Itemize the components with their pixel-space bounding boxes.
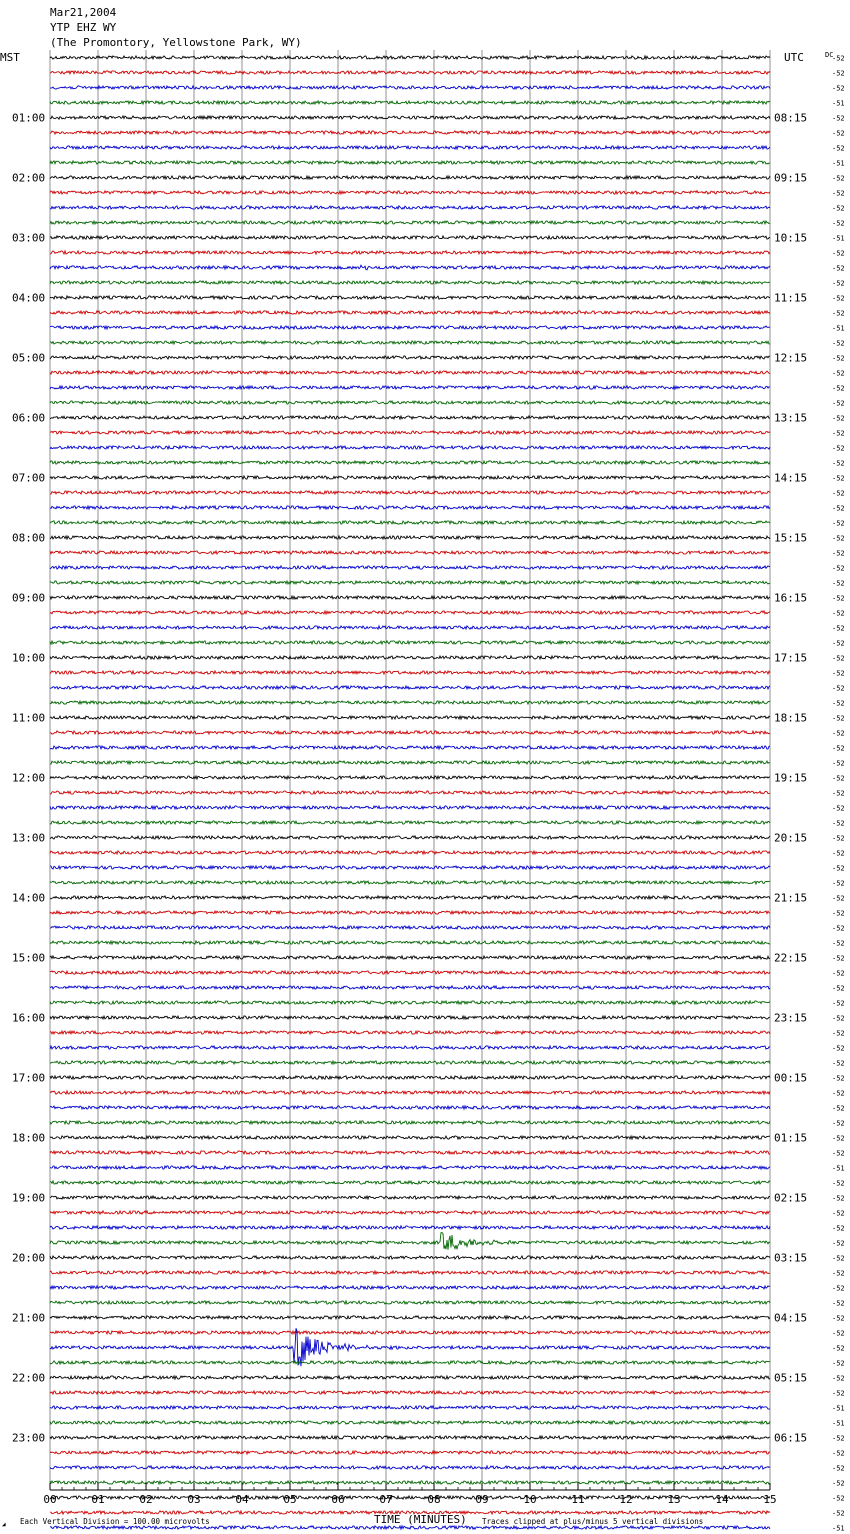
dc-offset-label: -52 bbox=[832, 129, 845, 138]
trace-2 bbox=[50, 86, 770, 89]
dc-offset-label: -52 bbox=[832, 1149, 845, 1158]
dc-offset-label: -51 bbox=[832, 1164, 845, 1173]
x-tick-label: 08 bbox=[427, 1493, 441, 1506]
trace-37 bbox=[50, 611, 770, 614]
utc-hour-label: 06:15 bbox=[774, 1431, 808, 1445]
trace-18 bbox=[50, 326, 770, 329]
trace-93 bbox=[50, 1451, 770, 1454]
dc-offset-label: -52 bbox=[832, 1299, 845, 1308]
x-tick-label: 05 bbox=[283, 1493, 297, 1506]
mst-hour-label: 01:00 bbox=[12, 111, 46, 125]
dc-offset-label: -52 bbox=[832, 759, 845, 768]
trace-96 bbox=[50, 1496, 770, 1499]
utc-hour-label: 08:15 bbox=[774, 111, 808, 125]
trace-56 bbox=[50, 896, 770, 899]
mst-hour-label: 15:00 bbox=[12, 951, 46, 965]
trace-72 bbox=[50, 1136, 770, 1139]
trace-6 bbox=[50, 146, 770, 149]
trace-43 bbox=[50, 701, 770, 704]
dc-offset-label: -52 bbox=[832, 1044, 845, 1053]
dc-offset-label: -52 bbox=[832, 1224, 845, 1233]
dc-offset-label: -52 bbox=[832, 1434, 845, 1443]
dc-offset-label: -52 bbox=[832, 1029, 845, 1038]
trace-8 bbox=[50, 176, 770, 179]
trace-47 bbox=[50, 761, 770, 764]
dc-offset-label: -52 bbox=[832, 354, 845, 363]
x-axis-title: TIME (MINUTES) bbox=[374, 1513, 467, 1526]
dc-offset-label: -52 bbox=[832, 1389, 845, 1398]
mst-hour-label: 23:00 bbox=[12, 1431, 46, 1445]
mst-hour-label: 17:00 bbox=[12, 1071, 46, 1085]
trace-88 bbox=[50, 1376, 770, 1379]
dc-offset-label: -52 bbox=[832, 1284, 845, 1293]
trace-45 bbox=[50, 731, 770, 734]
dc-offset-label: -52 bbox=[832, 954, 845, 963]
trace-5 bbox=[50, 131, 770, 134]
mst-hour-label: 13:00 bbox=[12, 831, 46, 845]
dc-offset-label: -52 bbox=[832, 174, 845, 183]
trace-98 bbox=[50, 1526, 770, 1529]
x-tick-label: 03 bbox=[187, 1493, 201, 1506]
trace-79 bbox=[50, 1233, 770, 1250]
x-tick-label: 00 bbox=[43, 1493, 57, 1506]
mst-hour-label: 02:00 bbox=[12, 171, 46, 185]
mst-hour-label: 08:00 bbox=[12, 531, 46, 545]
dc-offset-label: -52 bbox=[832, 1134, 845, 1143]
dc-offset-label: -52 bbox=[832, 774, 845, 783]
trace-81 bbox=[50, 1271, 770, 1274]
trace-71 bbox=[50, 1121, 770, 1124]
trace-27 bbox=[50, 461, 770, 464]
clip-note: Traces clipped at plus/minus 5 vertical divisions bbox=[482, 1517, 704, 1526]
vertical-gridlines bbox=[50, 50, 770, 1490]
trace-19 bbox=[50, 341, 770, 344]
dc-offset-label: -52 bbox=[832, 1374, 845, 1383]
mst-hour-label: 03:00 bbox=[12, 231, 46, 245]
trace-25 bbox=[50, 431, 770, 434]
header-location: (The Promontory, Yellowstone Park, WY) bbox=[50, 36, 302, 49]
dc-offset-label: -51 bbox=[832, 234, 845, 243]
dc-offset-label: -52 bbox=[832, 1344, 845, 1353]
x-tick-label: 12 bbox=[619, 1493, 633, 1506]
utc-hour-label: 05:15 bbox=[774, 1371, 808, 1385]
trace-48 bbox=[50, 776, 770, 779]
dc-offset-label: -52 bbox=[832, 1239, 845, 1248]
corner-mark-icon: ◢ bbox=[2, 1521, 6, 1528]
x-tick-label: 02 bbox=[139, 1493, 153, 1506]
trace-65 bbox=[50, 1031, 770, 1034]
trace-36 bbox=[50, 596, 770, 599]
dc-offset-label: -51 bbox=[832, 1419, 845, 1428]
trace-35 bbox=[50, 581, 770, 584]
dc-offset-label: -52 bbox=[832, 1479, 845, 1488]
scale-note: Each Vertical Division = 100.00 microvolts bbox=[20, 1517, 210, 1526]
mst-hour-label: 20:00 bbox=[12, 1251, 46, 1265]
utc-hour-label: 18:15 bbox=[774, 711, 808, 725]
trace-49 bbox=[50, 791, 770, 794]
dc-offset-label: -52 bbox=[832, 609, 845, 618]
trace-67 bbox=[50, 1061, 770, 1064]
trace-94 bbox=[50, 1466, 770, 1469]
trace-44 bbox=[50, 716, 770, 719]
trace-91 bbox=[50, 1421, 770, 1424]
utc-hour-label: 22:15 bbox=[774, 951, 808, 965]
dc-offset-label: -51 bbox=[832, 324, 845, 333]
dc-offset-label: -52 bbox=[832, 1104, 845, 1113]
mst-hour-label: 22:00 bbox=[12, 1371, 46, 1385]
dc-offset-label: -52 bbox=[832, 1494, 845, 1503]
dc-offset-label: -51 bbox=[832, 1524, 845, 1533]
dc-offset-header: DC bbox=[825, 51, 834, 59]
trace-54 bbox=[50, 866, 770, 869]
dc-offset-label: -52 bbox=[832, 1014, 845, 1023]
dc-offset-label: -52 bbox=[832, 414, 845, 423]
dc-offset-label: -52 bbox=[832, 279, 845, 288]
mst-hour-label: 19:00 bbox=[12, 1191, 46, 1205]
trace-84 bbox=[50, 1316, 770, 1319]
utc-hour-label: 04:15 bbox=[774, 1311, 808, 1325]
trace-24 bbox=[50, 416, 770, 419]
dc-offset-label: -52 bbox=[832, 699, 845, 708]
dc-offset-label: -52 bbox=[832, 1464, 845, 1473]
dc-offset-label: -52 bbox=[832, 474, 845, 483]
dc-offset-label: -52 bbox=[832, 519, 845, 528]
trace-68 bbox=[50, 1076, 770, 1079]
utc-hour-label: 15:15 bbox=[774, 531, 808, 545]
trace-13 bbox=[50, 251, 770, 254]
trace-34 bbox=[50, 566, 770, 569]
trace-78 bbox=[50, 1226, 770, 1229]
x-tick-label: 04 bbox=[235, 1493, 249, 1506]
dc-offset-label: -52 bbox=[832, 714, 845, 723]
trace-59 bbox=[50, 941, 770, 945]
dc-offset-label: -52 bbox=[832, 1314, 845, 1323]
dc-offset-label: -52 bbox=[832, 369, 845, 378]
trace-64 bbox=[50, 1016, 770, 1019]
x-tick-label: 11 bbox=[571, 1493, 585, 1506]
mst-hour-label: 07:00 bbox=[12, 471, 46, 485]
x-tick-label: 01 bbox=[91, 1493, 105, 1506]
dc-offset-label: -52 bbox=[832, 459, 845, 468]
trace-51 bbox=[50, 821, 770, 824]
mst-hour-label: 10:00 bbox=[12, 651, 46, 665]
x-tick-label: 13 bbox=[667, 1493, 681, 1506]
dc-offset-label: -52 bbox=[832, 1089, 845, 1098]
utc-hour-label: 21:15 bbox=[774, 891, 808, 905]
dc-offset-label: -52 bbox=[832, 399, 845, 408]
dc-offset-label: -52 bbox=[832, 549, 845, 558]
utc-hour-label: 14:15 bbox=[774, 471, 808, 485]
seismogram-traces bbox=[50, 56, 770, 1534]
utc-hour-label: 00:15 bbox=[774, 1071, 808, 1085]
dc-offset-label: -52 bbox=[832, 744, 845, 753]
dc-offset-label: -52 bbox=[832, 1194, 845, 1203]
dc-offset-label: -51 bbox=[832, 99, 845, 108]
dc-offset-label: -52 bbox=[832, 1359, 845, 1368]
mst-hour-label: 04:00 bbox=[12, 291, 46, 305]
header-station: YTP EHZ WY bbox=[50, 21, 117, 34]
dc-offset-label: -52 bbox=[832, 999, 845, 1008]
dc-offset-label: -52 bbox=[832, 564, 845, 573]
trace-77 bbox=[50, 1211, 770, 1214]
trace-50 bbox=[50, 806, 770, 809]
utc-hour-label: 13:15 bbox=[774, 411, 808, 425]
trace-28 bbox=[50, 476, 770, 479]
dc-offset-label: -52 bbox=[832, 294, 845, 303]
dc-offset-label: -52 bbox=[832, 969, 845, 978]
dc-offset-label: -52 bbox=[832, 249, 845, 258]
x-tick-label: 07 bbox=[379, 1493, 393, 1506]
dc-offset-label: -52 bbox=[832, 984, 845, 993]
trace-60 bbox=[50, 956, 770, 959]
dc-offset-label: -52 bbox=[832, 1254, 845, 1263]
mst-hour-label: 09:00 bbox=[12, 591, 46, 605]
dc-offset-label: -52 bbox=[832, 264, 845, 273]
trace-74 bbox=[50, 1166, 770, 1169]
trace-52 bbox=[50, 836, 770, 839]
trace-58 bbox=[50, 926, 770, 929]
utc-hour-label: 17:15 bbox=[774, 651, 808, 665]
trace-55 bbox=[50, 881, 770, 884]
trace-7 bbox=[50, 161, 770, 164]
dc-offset-label: -52 bbox=[832, 504, 845, 513]
dc-offset-label: -52 bbox=[832, 894, 845, 903]
dc-offset-label: -52 bbox=[832, 84, 845, 93]
dc-offset-label: -52 bbox=[832, 219, 845, 228]
mst-hour-label: 06:00 bbox=[12, 411, 46, 425]
dc-offset-label: -52 bbox=[832, 1059, 845, 1068]
dc-offset-label: -51 bbox=[832, 1404, 845, 1413]
mst-hour-label: 18:00 bbox=[12, 1131, 46, 1145]
trace-57 bbox=[50, 911, 770, 914]
trace-30 bbox=[50, 506, 770, 509]
dc-offset-label: -52 bbox=[832, 939, 845, 948]
dc-offset-label: -52 bbox=[832, 654, 845, 663]
dc-offset-label: -52 bbox=[832, 864, 845, 873]
dc-offset-label: -52 bbox=[832, 339, 845, 348]
trace-80 bbox=[50, 1256, 770, 1259]
utc-hour-label: 23:15 bbox=[774, 1011, 808, 1025]
trace-42 bbox=[50, 686, 770, 689]
trace-70 bbox=[50, 1106, 770, 1109]
dc-offset-label: -52 bbox=[832, 729, 845, 738]
dc-offset-label: -52 bbox=[832, 309, 845, 318]
trace-21 bbox=[50, 371, 770, 374]
trace-29 bbox=[50, 491, 770, 494]
trace-75 bbox=[50, 1181, 770, 1184]
utc-hour-label: 03:15 bbox=[774, 1251, 808, 1265]
dc-offset-label: -52 bbox=[832, 114, 845, 123]
trace-95 bbox=[50, 1481, 770, 1484]
trace-3 bbox=[50, 101, 770, 104]
dc-offset-label: -52 bbox=[832, 789, 845, 798]
trace-41 bbox=[50, 671, 770, 674]
trace-4 bbox=[50, 116, 770, 119]
trace-90 bbox=[50, 1406, 770, 1409]
x-tick-label: 09 bbox=[475, 1493, 489, 1506]
trace-92 bbox=[50, 1436, 770, 1439]
trace-26 bbox=[50, 446, 770, 449]
trace-22 bbox=[50, 386, 770, 389]
trace-16 bbox=[50, 296, 770, 299]
trace-15 bbox=[50, 281, 770, 284]
dc-offset-label: -52 bbox=[832, 1329, 845, 1338]
trace-69 bbox=[50, 1091, 770, 1094]
utc-hour-label: 09:15 bbox=[774, 171, 808, 185]
mst-hour-label: 14:00 bbox=[12, 891, 46, 905]
dc-offset-label: -52 bbox=[832, 144, 845, 153]
trace-46 bbox=[50, 746, 770, 749]
trace-83 bbox=[50, 1301, 770, 1304]
trace-38 bbox=[50, 626, 770, 629]
utc-hour-label: 20:15 bbox=[774, 831, 808, 845]
utc-hour-label: 02:15 bbox=[774, 1191, 808, 1205]
trace-31 bbox=[50, 521, 770, 524]
mst-hour-label: 11:00 bbox=[12, 711, 46, 725]
dc-offset-label: -52 bbox=[832, 189, 845, 198]
dc-offset-label: -52 bbox=[832, 849, 845, 858]
dc-offset-label: -52 bbox=[832, 804, 845, 813]
trace-73 bbox=[50, 1151, 770, 1154]
dc-offset-label: -52 bbox=[832, 684, 845, 693]
x-tick-label: 06 bbox=[331, 1493, 345, 1506]
mst-hour-label: 05:00 bbox=[12, 351, 46, 365]
dc-offset-label: -52 bbox=[832, 1074, 845, 1083]
dc-offset-label: -52 bbox=[832, 1119, 845, 1128]
trace-61 bbox=[50, 971, 770, 974]
right-timezone-label: UTC bbox=[784, 51, 804, 64]
trace-82 bbox=[50, 1286, 770, 1289]
dc-offset-label: -52 bbox=[832, 444, 845, 453]
dc-offset-label: -52 bbox=[832, 1449, 845, 1458]
dc-offset-label: -52 bbox=[832, 909, 845, 918]
trace-17 bbox=[50, 311, 770, 314]
dc-offset-label: -52 bbox=[832, 54, 845, 63]
dc-offset-label: -52 bbox=[832, 639, 845, 648]
mst-hour-label: 16:00 bbox=[12, 1011, 46, 1025]
utc-hour-label: 11:15 bbox=[774, 291, 808, 305]
dc-offset-label: -52 bbox=[832, 669, 845, 678]
trace-9 bbox=[50, 191, 770, 195]
utc-hour-labels bbox=[774, 112, 807, 1445]
trace-12 bbox=[50, 236, 770, 239]
trace-10 bbox=[50, 206, 770, 209]
dc-offset-label: -52 bbox=[832, 1509, 845, 1518]
trace-87 bbox=[50, 1361, 770, 1364]
utc-hour-label: 10:15 bbox=[774, 231, 808, 245]
dc-offset-label: -52 bbox=[832, 204, 845, 213]
dc-offset-label: -52 bbox=[832, 69, 845, 78]
dc-offset-label: -52 bbox=[832, 489, 845, 498]
trace-20 bbox=[50, 356, 770, 359]
dc-offset-label: -52 bbox=[832, 879, 845, 888]
mst-hour-labels bbox=[12, 112, 45, 1445]
trace-11 bbox=[50, 221, 770, 224]
trace-32 bbox=[50, 536, 770, 539]
x-tick-label: 10 bbox=[523, 1493, 537, 1506]
x-tick-label: 14 bbox=[715, 1493, 729, 1506]
dc-offset-label: -52 bbox=[832, 579, 845, 588]
dc-offset-label: -51 bbox=[832, 159, 845, 168]
trace-33 bbox=[50, 551, 770, 554]
x-tick-label: 15 bbox=[763, 1493, 777, 1506]
x-axis bbox=[43, 1483, 776, 1506]
trace-85 bbox=[50, 1331, 770, 1334]
dc-offset-label: -52 bbox=[832, 384, 845, 393]
dc-offset-label: -52 bbox=[832, 624, 845, 633]
trace-76 bbox=[50, 1196, 770, 1199]
trace-0 bbox=[50, 56, 770, 59]
utc-hour-label: 01:15 bbox=[774, 1131, 808, 1145]
trace-1 bbox=[50, 71, 770, 74]
left-timezone-label: MST bbox=[0, 51, 20, 64]
mst-hour-label: 12:00 bbox=[12, 771, 46, 785]
utc-hour-label: 12:15 bbox=[774, 351, 808, 365]
trace-39 bbox=[50, 641, 770, 644]
dc-offset-label: -52 bbox=[832, 534, 845, 543]
dc-offset-label: -52 bbox=[832, 429, 845, 438]
trace-14 bbox=[50, 265, 770, 270]
dc-offset-label: -52 bbox=[832, 834, 845, 843]
trace-62 bbox=[50, 986, 770, 989]
trace-63 bbox=[50, 1001, 770, 1004]
trace-66 bbox=[50, 1046, 770, 1049]
mst-hour-label: 21:00 bbox=[12, 1311, 46, 1325]
dc-offset-label: -52 bbox=[832, 819, 845, 828]
trace-23 bbox=[50, 401, 770, 404]
trace-89 bbox=[50, 1391, 770, 1394]
dc-offset-labels bbox=[832, 55, 845, 1534]
utc-hour-label: 19:15 bbox=[774, 771, 808, 785]
utc-hour-label: 16:15 bbox=[774, 591, 808, 605]
header-date: Mar21,2004 bbox=[50, 6, 117, 19]
dc-offset-label: -52 bbox=[832, 1209, 845, 1218]
dc-offset-label: -52 bbox=[832, 594, 845, 603]
dc-offset-label: -52 bbox=[832, 1179, 845, 1188]
dc-offset-label: -52 bbox=[832, 924, 845, 933]
trace-40 bbox=[50, 656, 770, 659]
dc-offset-label: -52 bbox=[832, 1269, 845, 1278]
trace-53 bbox=[50, 851, 770, 854]
